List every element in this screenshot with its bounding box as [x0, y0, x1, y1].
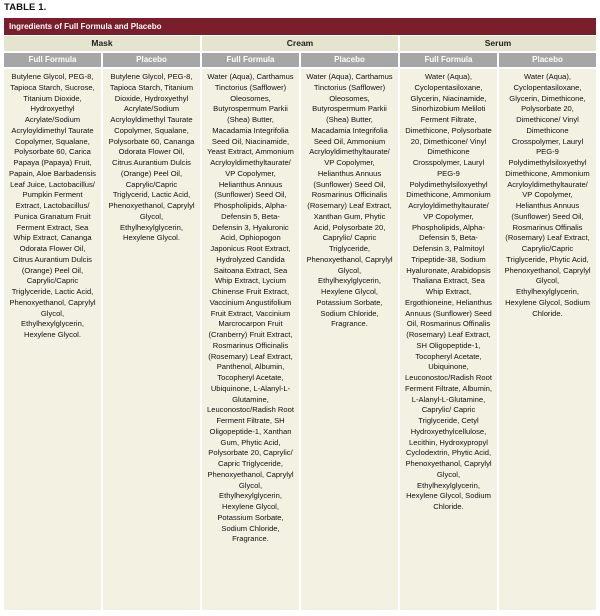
- table-label: TABLE 1.: [4, 2, 47, 13]
- ingredients-table: [4, 36, 596, 610]
- group-header-serum: Serum: [400, 36, 596, 51]
- column-header-cream-placebo: Placebo: [301, 53, 398, 67]
- group-header-mask: Mask: [4, 36, 200, 51]
- column-header-mask-full: Full Formula: [4, 53, 101, 67]
- column-header-mask-placebo: Placebo: [103, 53, 200, 67]
- ingredients-serum-full: Water (Aqua), Cyclopentasiloxane, Glycerin, Niacinamide, Sinorhizobium Meliloti Ferment Filtrate, Dimethicone, Polysorbate 20, Dimethicone/ Vinyl Dimethicone Crosspolymer, Lauryl PEG-9 Polydimethylsiloxyethyl Dimethicone, Ammonium Acryloyldimethyltaurate/ VP Copolymer, Phospholipids, Alpha-Defensin 5, Beta-Defensin 3, Palmitoyl Tripeptide-38, Sodium Hyaluronate, Arabidopsis Thaliana Extract, Sea Whip Extract, Ergothioneine, Helianthus Annuus (Sunflower) Seed Oil, Rosmarinus Offinalis (Rosemary) Leaf Extract, SH Oligopeptide-1, Tocopheryl Acetate, Ubiquinone, Leuconostoc/Radish Root Ferment Filtrate, Albumin, L-Alanyl-L-Glutamine, Caprylic/ Capric Triglyceride, Cetyl Hydroxyethylcellulose, Lecithin, Hydroxypropyl Cyclodextrin, Phytic Acid, Phenoxyethanol, Caprylyl Glycol, Ethylhexylglycerin, Hexylene Glycol, Sodium Chloride.: [400, 69, 497, 610]
- ingredients-serum-placebo: Water (Aqua), Cyclopentasiloxane, Glycerin, Dimethicone, Polysorbate 20, Dimethicone/ Vinyl Dimethicone Crosspolymer, Lauryl PEG-9 Polydimethylsiloxyethyl Dimethicone, Ammonium Acryloyldimethyltaurate/ VP Copolymer, Helianthus Annuus (Sunflower) Seed Oil, Rosmarinus Offinalis (Rosemary) Leaf Extract, Caprylic/Capric Triglyceride, Phytic Acid, Phenoxyethanol, Caprylyl Glycol, Ethylhexylglycerin, Hexylene Glycol, Sodium Chloride.: [499, 69, 596, 610]
- table-caption: Ingredients of Full Formula and Placebo: [4, 18, 596, 35]
- column-header-serum-placebo: Placebo: [499, 53, 596, 67]
- ingredients-mask-placebo: Butylene Glycol, PEG-8, Tapioca Starch, Titanium Dioxide, Hydroxyethyl Acrylate/Sodium Acryloyldimethyl Taurate Copolymer, Squalane, Polysorbate 60, Cananga Odorata Flower Oil, Citrus Aurantium Dulcis (Orange) Peel Oil, Caprylic/Capric Triglycerid, Lactic Acid, Phenoxyethanol, Caprylyl Glycol, Ethylhexylglycerin, Hexylene Glycol.: [103, 69, 200, 610]
- ingredients-mask-full: Butylene Glycol, PEG-8, Tapioca Starch, Sucrose, Titanium Dioxide, Hydroxyethyl Acrylate/Sodium Acryloyldimethyl Taurate Copolymer, Squalane, Polysorbate 60, Carica Papaya (Papaya) Fruit, Papain, Aloe Barbadensis Leaf Juice, Lactobacillus/ Pumpkin Ferment Extract, Lactobacillus/ Punica Granatum Fruit Ferment Extract, Sea Whip Extract, Cananga Odorata Flower Oil, Citrus Aurantium Dulcis (Orange) Peel Oil, Caprylic/Capric Triglyceride, Lactic Acid, Phenoxyethanol, Caprylyl Glycol, Ethylhexylglycerin, Hexylene Glycol.: [4, 69, 101, 610]
- group-header-cream: Cream: [202, 36, 398, 51]
- ingredients-cream-placebo: Water (Aqua), Carthamus Tinctorius (Safflower) Oleosomes, Butyrospermum Parkii (Shea) Butter, Macadamia Integrifolia Seed Oil, Ammonium Acryloyldimethyltaurate/ VP Copolymer, Helianthus Annuus (Sunflower) Seed Oil, Rosmarinus Officinalis (Rosemary) Leaf Extract, Xanthan Gum, Phytic Acid, Polysorbate 20, Caprylic/ Capric Triglyceride, Phenoxyethanol, Caprylyl Glycol, Ethylhexylglycerin, Hexylene Glycol, Potassium Sorbate, Sodium Chloride, Fragrance.: [301, 69, 398, 610]
- column-header-serum-full: Full Formula: [400, 53, 497, 67]
- column-header-cream-full: Full Formula: [202, 53, 299, 67]
- ingredients-cream-full: Water (Aqua), Carthamus Tinctorius (Safflower) Oleosomes, Butyrospermum Parkii (Shea) Butter, Macadamia Integrifolia Seed Oil, Niacinamide, Yeast Extract, Ammonium Acryloyldimethyltaurate/ VP Copolymer, Helianthus Annuus (Sunflower) Seed Oil, Phospholipids, Alpha-Defensin 5, Beta-Defensin 3, Hyaluronic Acid, Ophiopogon Japonicus Root Extract, Hydrolyzed Candida Saitoana Extract, Sea Whip Extract, Lycium Chinense Fruit Extract, Vaccinium Angustifolium Fruit Extract, Vaccinium Marcrocarpon Fruit (Cranberry) Fruit Extract, Rosmarinus Officinalis (Rosemary) Leaf Extract, Panthenol, Albumin, Tocopheryl Acetate, Ubiquinone, L-Alanyl-L-Glutamine, Leuconostoc/Radish Root Ferment Filtrate, SH Oligopeptide-1, Xanthan Gum, Phytic Acid, Polysorbate 20, Caprylic/ Capric Triglyceride, Phenoxyethanol, Caprylyl Glycol, Ethylhexylglycerin, Hexylene Glycol, Potassium Sorbate, Sodium Chloride, Fragrance.: [202, 69, 299, 610]
